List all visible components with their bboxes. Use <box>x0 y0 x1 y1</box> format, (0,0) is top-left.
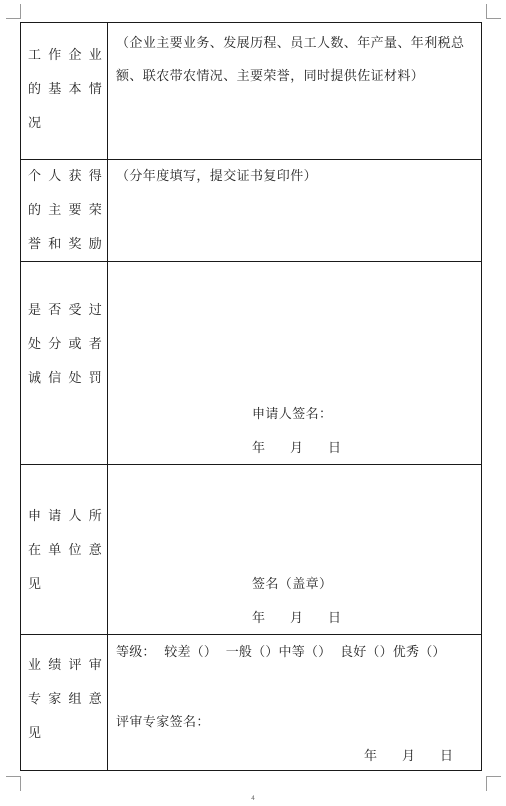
row-label-cell <box>21 262 108 465</box>
grade-options: 等级： 较差（） 一般（）中等（） 良好（）优秀（） <box>116 645 446 660</box>
row-label-cell <box>21 465 108 635</box>
honors-awards-field[interactable] <box>108 160 482 262</box>
crop-mark-top-right <box>486 4 501 19</box>
table-row <box>21 23 482 160</box>
table-row <box>21 635 482 771</box>
field-instruction: （分年度填写，提交证书复印件） <box>116 169 318 184</box>
signature-date: 年 月 日 <box>364 749 454 764</box>
crop-mark-top-left <box>6 4 21 19</box>
crop-mark-bottom-left <box>6 776 21 791</box>
disciplinary-record-field[interactable] <box>108 262 482 465</box>
employer-signature-label: 签名（盖章） <box>252 577 333 592</box>
signature-date: 年 月 日 <box>252 611 342 626</box>
page-number: 4 <box>251 795 255 802</box>
crop-mark-bottom-right <box>486 776 501 791</box>
signature-date: 年 月 日 <box>252 441 342 456</box>
applicant-signature-label: 申请人签名： <box>252 407 333 422</box>
table-row <box>21 465 482 635</box>
application-form-table <box>20 22 482 771</box>
table-row <box>21 262 482 465</box>
row-label: 是否受过 处分或者 诚信处罚 <box>28 303 102 386</box>
company-info-field[interactable] <box>108 23 482 160</box>
employer-opinion-field[interactable] <box>108 465 482 635</box>
row-label-cell <box>21 635 108 771</box>
field-instruction: （企业主要业务、发展历程、员工人数、年产量、年利税总额、联农带农情况、主要荣誉，同时提供佐证材料） <box>116 36 465 84</box>
table-row <box>21 160 482 262</box>
expert-review-field[interactable] <box>108 635 482 771</box>
expert-signature-label: 评审专家签名： <box>116 715 210 730</box>
row-label: 个人获得 的主要荣 誉和奖励 <box>28 169 102 252</box>
row-label: 工作企业 的基本情 况 <box>28 48 102 131</box>
row-label: 业绩评审 专家组意 见 <box>28 658 102 741</box>
row-label-cell <box>21 160 108 262</box>
row-label: 申请人所 在单位意 见 <box>28 509 102 592</box>
row-label-cell <box>21 23 108 160</box>
